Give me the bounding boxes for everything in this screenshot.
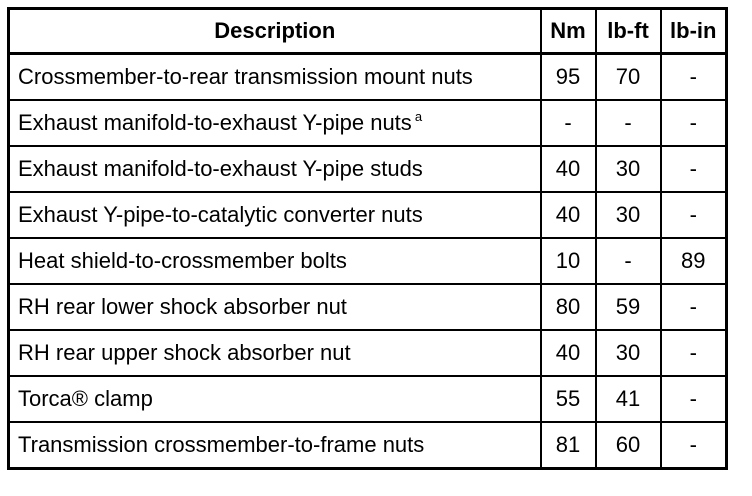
torque-spec-table — [7, 7, 728, 470]
table-row — [9, 284, 727, 330]
nm-cell: 40 — [541, 192, 596, 238]
description-cell — [9, 100, 541, 146]
description-text: Transmission crossmember-to-frame nuts — [18, 432, 425, 457]
lb-in-cell: - — [661, 100, 727, 146]
column-header-nm: Nm — [541, 9, 596, 54]
lb-ft-cell: 30 — [596, 330, 661, 376]
table-row — [9, 238, 727, 284]
description-cell — [9, 54, 541, 101]
nm-cell: 40 — [541, 330, 596, 376]
lb-ft-cell: 41 — [596, 376, 661, 422]
lb-in-cell: 89 — [661, 238, 727, 284]
table-row — [9, 376, 727, 422]
description-cell — [9, 330, 541, 376]
description-cell — [9, 192, 541, 238]
nm-cell: 80 — [541, 284, 596, 330]
description-cell — [9, 238, 541, 284]
lb-in-cell: - — [661, 146, 727, 192]
column-header-lb-in: lb-in — [661, 9, 727, 54]
column-header-lb-ft: lb-ft — [596, 9, 661, 54]
lb-in-cell: - — [661, 376, 727, 422]
description-text: Exhaust manifold-to-exhaust Y-pipe studs — [18, 156, 423, 181]
table-row — [9, 54, 727, 101]
lb-ft-cell: 30 — [596, 146, 661, 192]
nm-cell: 81 — [541, 422, 596, 469]
description-text: Torca® clamp — [18, 386, 153, 411]
description-text: Exhaust Y-pipe-to-catalytic converter nuts — [18, 202, 423, 227]
lb-ft-cell: 59 — [596, 284, 661, 330]
torque-spec-table-container — [7, 7, 728, 470]
description-text: Heat shield-to-crossmember bolts — [18, 248, 347, 273]
lb-ft-cell: 70 — [596, 54, 661, 101]
description-cell — [9, 422, 541, 469]
nm-cell: 40 — [541, 146, 596, 192]
description-cell — [9, 284, 541, 330]
footnote-marker: a — [414, 109, 423, 124]
nm-cell: - — [541, 100, 596, 146]
lb-ft-cell: 60 — [596, 422, 661, 469]
table-row — [9, 100, 727, 146]
lb-ft-cell: - — [596, 238, 661, 284]
description-cell — [9, 376, 541, 422]
lb-ft-cell: - — [596, 100, 661, 146]
lb-in-cell: - — [661, 330, 727, 376]
description-cell — [9, 146, 541, 192]
description-text: Crossmember-to-rear transmission mount nuts — [18, 64, 473, 89]
lb-in-cell: - — [661, 422, 727, 469]
table-row — [9, 422, 727, 469]
lb-in-cell: - — [661, 54, 727, 101]
nm-cell: 55 — [541, 376, 596, 422]
description-text: Exhaust manifold-to-exhaust Y-pipe nuts — [18, 110, 412, 135]
table-row — [9, 146, 727, 192]
column-header-description: Description — [9, 9, 541, 54]
nm-cell: 95 — [541, 54, 596, 101]
lb-in-cell: - — [661, 192, 727, 238]
lb-ft-cell: 30 — [596, 192, 661, 238]
nm-cell: 10 — [541, 238, 596, 284]
description-text: RH rear upper shock absorber nut — [18, 340, 351, 365]
table-row — [9, 192, 727, 238]
description-text: RH rear lower shock absorber nut — [18, 294, 347, 319]
lb-in-cell: - — [661, 284, 727, 330]
header-row — [9, 9, 727, 54]
table-row — [9, 330, 727, 376]
